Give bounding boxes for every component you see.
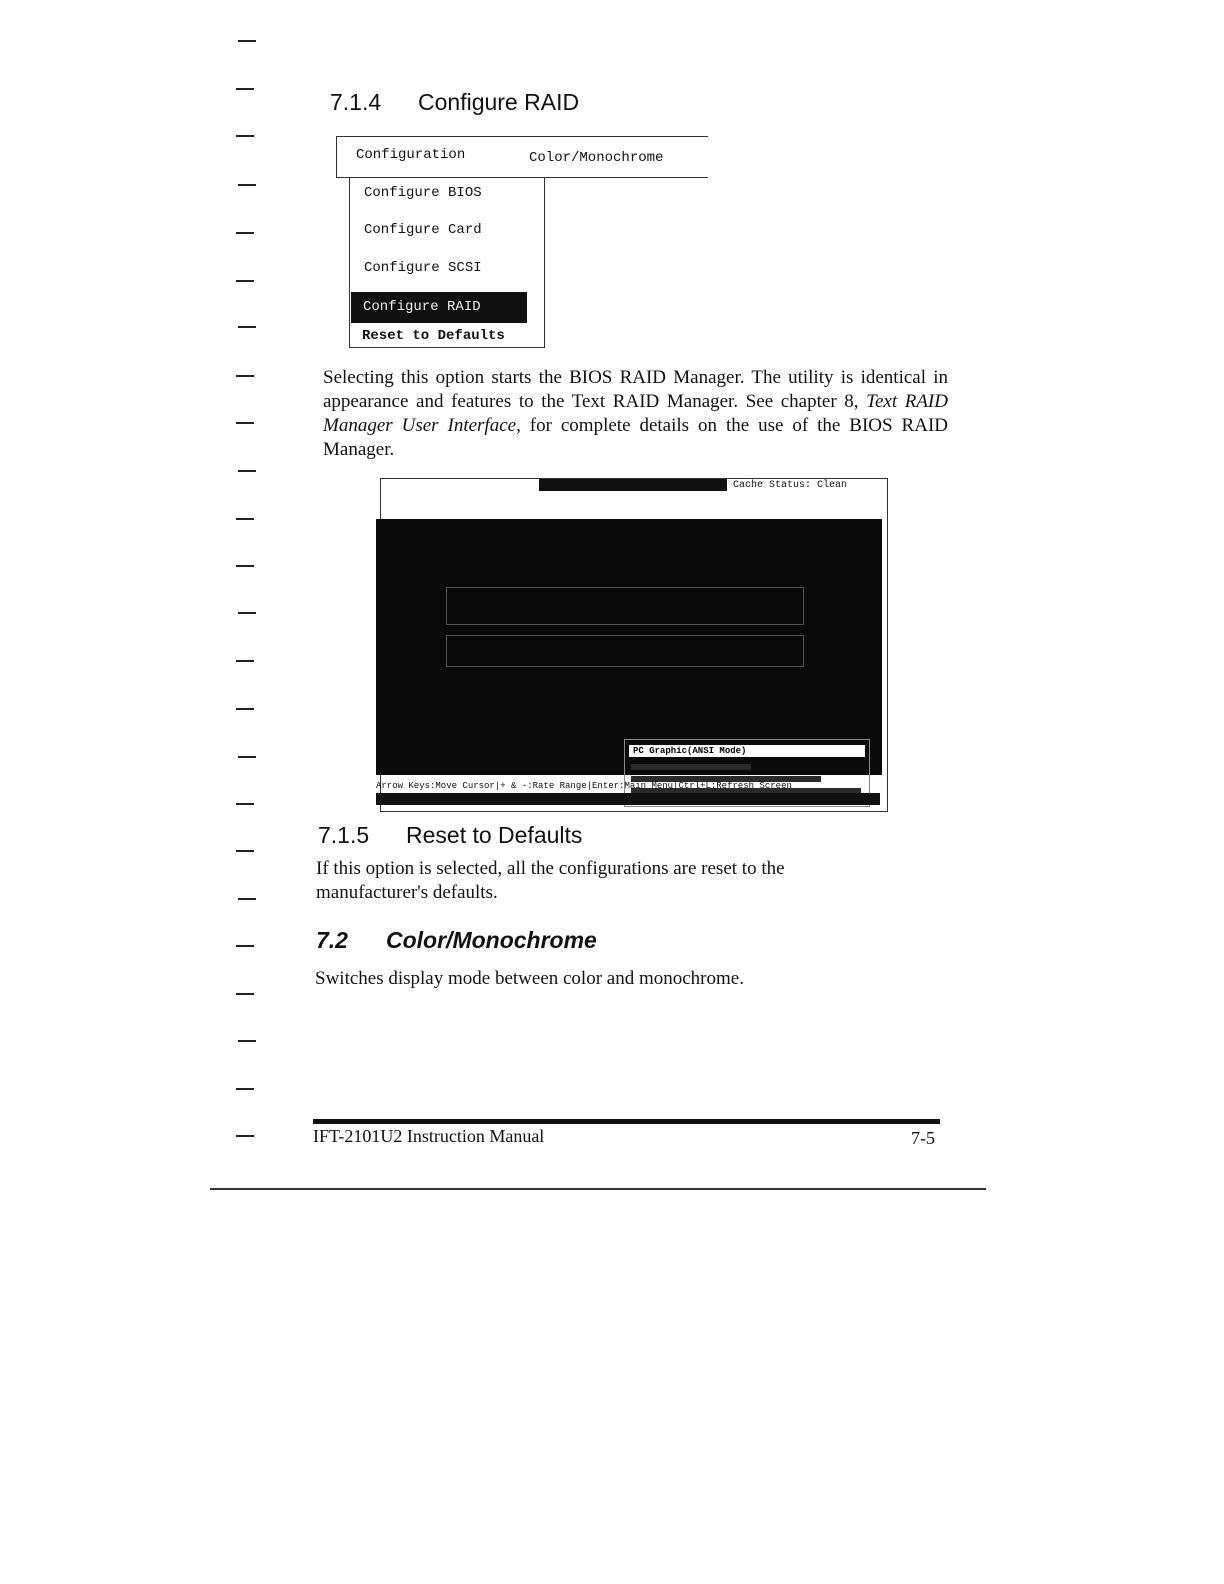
section-number: 7.1.5 <box>318 822 370 848</box>
faint-panel-upper <box>446 587 804 625</box>
margin-tick <box>238 40 256 42</box>
paragraph-reset-defaults: If this option is selected, all the configurations are reset to the manufacturer's defaults. <box>316 858 785 903</box>
margin-tick <box>236 375 254 377</box>
configuration-dropdown <box>349 177 545 348</box>
menu-bar <box>336 136 708 178</box>
margin-tick <box>236 280 254 282</box>
menu-item-reset-to-defaults[interactable]: Reset to Defaults <box>362 328 505 344</box>
chapter-reference: Text RAID Manager User Interface, <box>323 391 948 436</box>
bios-raid-manager-screenshot <box>376 478 888 812</box>
margin-tick <box>236 565 254 567</box>
margin-tick <box>236 708 254 710</box>
section-title: Color/Monochrome <box>386 927 597 953</box>
margin-tick <box>236 850 254 852</box>
margin-tick <box>236 803 254 805</box>
faint-panel-lower <box>446 635 804 667</box>
popup-option-pc-graphic[interactable]: PC Graphic(ANSI Mode) <box>629 745 865 757</box>
paragraph-color-monochrome: Switches display mode between color and monochrome. <box>315 968 744 989</box>
margin-tick <box>238 1040 256 1042</box>
paragraph-configure-raid: Selecting this option starts the BIOS RAID Manager. The utility is identical in appearance and features to the Text RAID Manager. See chapter 8, Text RAID Manager User Interface, for complete details on the use of the BIOS RAID Manager. <box>323 367 948 460</box>
menu-item-configure-bios[interactable]: Configure BIOS <box>364 185 482 201</box>
cache-status: Cache Status: Clean <box>733 480 848 491</box>
screen-main-area <box>376 519 882 775</box>
menu-item-configure-scsi[interactable]: Configure SCSI <box>364 260 482 276</box>
margin-tick <box>236 88 254 90</box>
margin-tick <box>236 1088 254 1090</box>
margin-tick <box>238 898 256 900</box>
popup-option-faint <box>631 764 751 770</box>
key-help-line: Arrow Keys:Move Cursor|+ & -:Rate Range|Enter:Main Menu|Ctrl+L:Refresh Screen <box>376 781 792 791</box>
section-number: 7.1.4 <box>330 89 382 115</box>
margin-tick <box>238 470 256 472</box>
status-bar-block <box>376 793 880 805</box>
menu-configuration[interactable]: Configuration <box>356 147 466 163</box>
margin-tick <box>236 518 254 520</box>
margin-tick <box>236 135 254 137</box>
margin-tick <box>236 422 254 424</box>
section-number: 7.2 <box>316 927 348 953</box>
margin-tick <box>238 326 256 328</box>
menu-color-monochrome[interactable]: Color/Monochrome <box>529 150 664 166</box>
page-number: 7-5 <box>911 1128 935 1148</box>
section-heading-7-2 <box>316 927 597 954</box>
margin-tick <box>236 232 254 234</box>
footer-manual-title: IFT-2101U2 Instruction Manual <box>313 1126 545 1146</box>
margin-tick <box>236 945 254 947</box>
margin-tick <box>236 660 254 662</box>
margin-ticks <box>228 0 268 1200</box>
margin-tick <box>236 1135 254 1137</box>
margin-tick <box>236 993 254 995</box>
menu-item-configure-raid[interactable]: Configure RAID <box>351 292 527 323</box>
menu-item-configure-card[interactable]: Configure Card <box>364 222 482 238</box>
section-title: Reset to Defaults <box>406 822 583 848</box>
margin-tick <box>238 612 256 614</box>
page-bottom-rule <box>210 1188 986 1190</box>
margin-tick <box>238 756 256 758</box>
title-bar-block <box>539 479 727 491</box>
margin-tick <box>238 184 256 186</box>
section-heading-7-1-5 <box>318 822 582 849</box>
section-heading-7-1-4 <box>330 89 579 116</box>
section-title: Configure RAID <box>418 89 580 115</box>
footer-rule <box>313 1119 940 1124</box>
